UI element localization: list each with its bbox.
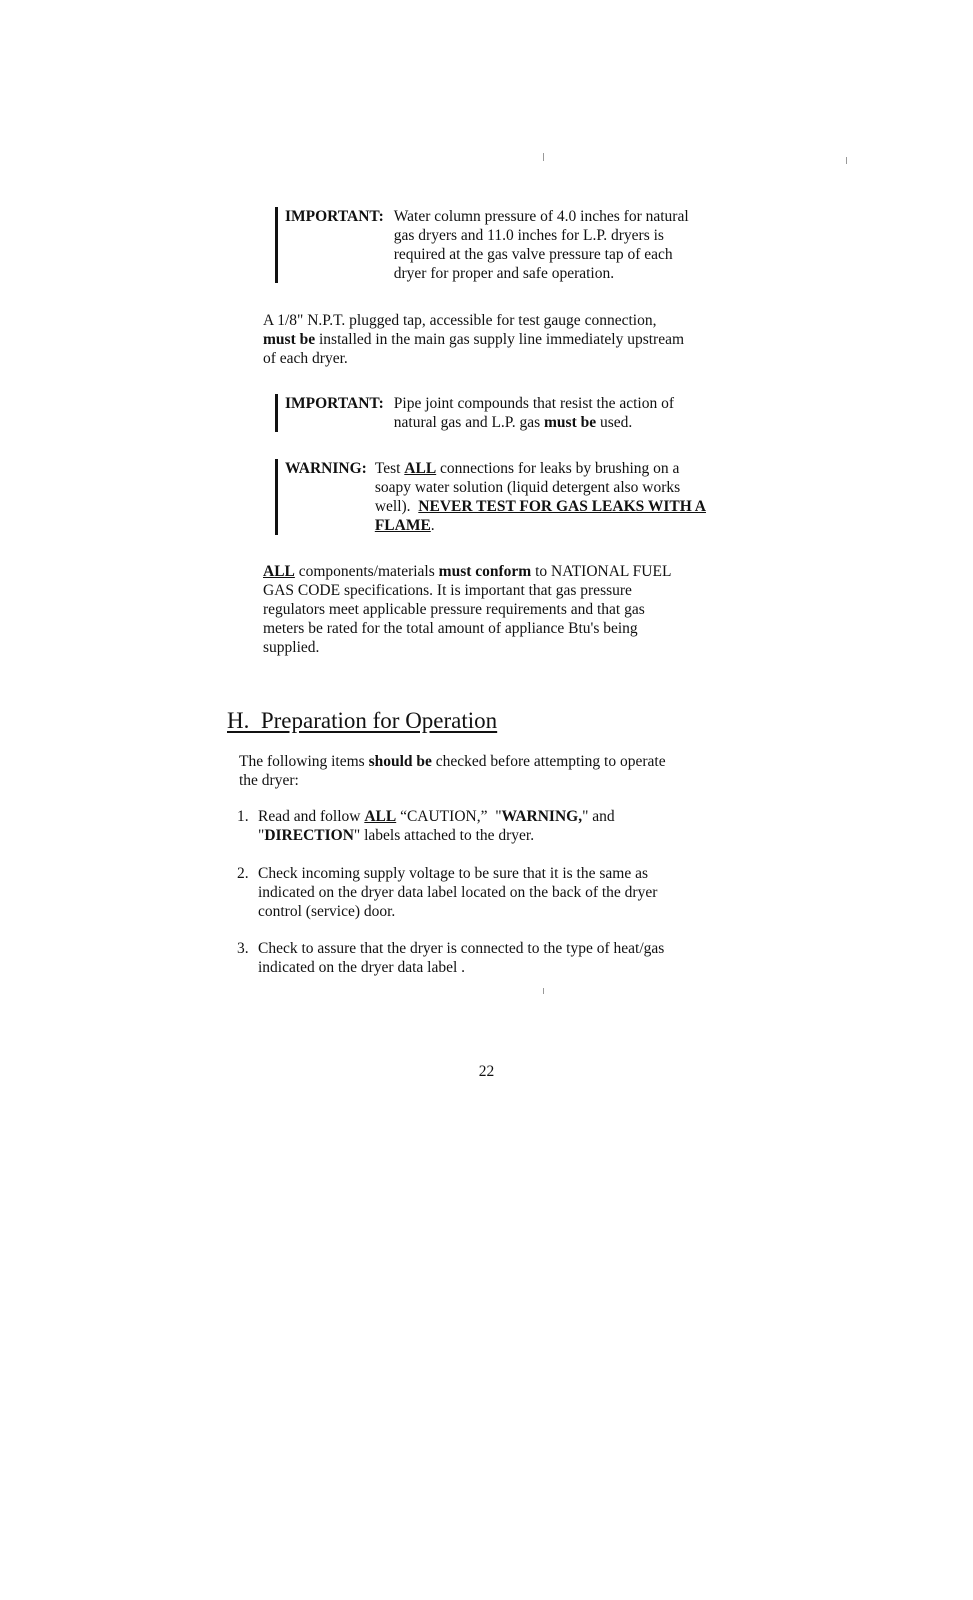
note-label: WARNING: <box>285 460 367 477</box>
bold-text: must conform <box>438 563 532 580</box>
item-text-part: " and <box>582 808 615 825</box>
bold-text: DIRECTION <box>264 827 354 844</box>
para-line: meters be rated for the total amount of appliance Btu's being <box>263 620 638 637</box>
note-text <box>367 459 706 535</box>
components-paragraph <box>263 562 733 657</box>
item-text <box>258 807 615 845</box>
item-text-part: " labels attached to the dryer. <box>353 827 535 844</box>
para-line: regulators meet applicable pressure requirements and that gas <box>263 601 645 618</box>
para-line: supplied. <box>263 639 320 656</box>
note-line: soapy water solution (liquid detergent also works <box>374 479 681 496</box>
note-line: Water column pressure of 4.0 inches for natural <box>393 208 689 225</box>
note-line <box>375 459 706 478</box>
note-label: IMPORTANT: <box>285 395 384 412</box>
bold-text: must be <box>263 331 316 348</box>
emphasis-text: ALL <box>263 563 295 580</box>
para-line: of each dryer. <box>263 350 348 367</box>
page-number: 22 <box>478 1063 495 1080</box>
para-line: the dryer: <box>239 772 299 789</box>
item-line: Check to assure that the dryer is connected to the type of heat/gas <box>258 940 665 957</box>
emphasis-text: ALL <box>364 808 397 825</box>
para-line <box>263 330 743 349</box>
important-note-pipe-compounds <box>275 394 674 432</box>
para-line: A 1/8" N.P.T. plugged tap, accessible for test gauge connection, <box>263 312 657 329</box>
section-heading: H. Preparation for Operation <box>227 708 498 733</box>
note-line: Pipe joint compounds that resist the action of <box>393 395 675 412</box>
para-text: checked before attempting to operate <box>431 753 666 770</box>
intro-paragraph <box>239 752 719 790</box>
emphasis-text: NEVER TEST FOR GAS LEAKS WITH A <box>418 498 707 515</box>
bold-text: WARNING, <box>501 808 583 825</box>
note-text-part: connections for leaks by brushing on a <box>436 460 680 477</box>
item-text <box>258 939 664 977</box>
para-line <box>239 752 719 771</box>
item-number: 2. <box>237 865 249 882</box>
scan-speck <box>543 988 544 994</box>
item-line: Check incoming supply voltage to be sure that it is the same as <box>258 865 649 882</box>
scan-speck <box>846 157 847 164</box>
list-item <box>237 807 727 845</box>
bold-text: should be <box>368 753 432 770</box>
note-text-part: natural gas and L.P. gas <box>393 414 544 431</box>
note-line: dryer for proper and safe operation. <box>393 265 615 282</box>
note-line: gas dryers and 11.0 inches for L.P. dryers is <box>393 227 664 244</box>
note-text <box>384 207 689 283</box>
item-text-part: Read and follow <box>258 808 365 825</box>
item-line <box>258 826 615 845</box>
note-line <box>394 413 674 432</box>
note-line <box>375 497 706 516</box>
note-text-part: well). <box>374 498 419 515</box>
item-line: control (service) door. <box>258 903 396 920</box>
item-text <box>258 864 657 921</box>
para-line <box>263 562 733 581</box>
scan-speck <box>543 153 544 161</box>
emphasis-text: FLAME <box>374 517 431 534</box>
item-number: 3. <box>237 940 249 957</box>
item-line: indicated on the dryer data label . <box>258 959 466 976</box>
list-item <box>237 864 727 921</box>
list-item <box>237 939 727 977</box>
para-text: to NATIONAL FUEL <box>531 563 672 580</box>
para-text: The following items <box>239 753 369 770</box>
emphasis-text: ALL <box>404 460 437 477</box>
para-text: components/materials <box>294 563 439 580</box>
item-number: 1. <box>237 808 249 825</box>
para-text: installed in the main gas supply line immediately upstream <box>315 331 685 348</box>
item-line <box>258 807 615 826</box>
item-line: indicated on the dryer data label located on the back of the dryer <box>258 884 658 901</box>
note-line <box>375 516 706 535</box>
bold-text: must be <box>544 414 597 431</box>
note-label: IMPORTANT: <box>285 208 384 225</box>
note-text-part: Test <box>374 460 405 477</box>
item-text-part: " <box>258 827 265 844</box>
note-text-part: used. <box>596 414 633 431</box>
item-text-part: “CAUTION,” " <box>396 808 502 825</box>
note-line: required at the gas valve pressure tap of each <box>393 246 673 263</box>
note-text <box>384 394 674 432</box>
para-line: GAS CODE specifications. It is important that gas pressure <box>263 582 632 599</box>
warning-note-gas-leaks <box>275 459 706 535</box>
important-note-water-pressure <box>275 207 689 283</box>
npt-tap-paragraph <box>263 311 743 368</box>
note-text-part: . <box>430 517 435 534</box>
